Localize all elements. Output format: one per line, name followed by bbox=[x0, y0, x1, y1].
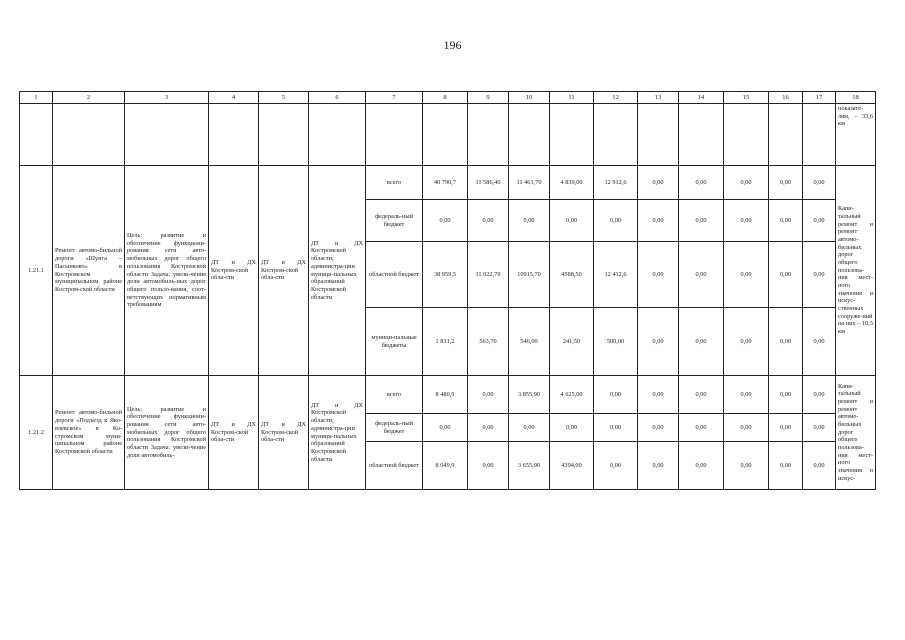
value-cell: 11 586,40 bbox=[468, 166, 509, 200]
value-cell: 0,00 bbox=[769, 376, 803, 414]
continuation-row bbox=[20, 104, 876, 166]
value-cell: 0,00 bbox=[679, 242, 724, 308]
column-number: 1 bbox=[20, 92, 53, 104]
value-cell: 0,00 bbox=[724, 376, 769, 414]
value-cell: 546,00 bbox=[509, 308, 550, 376]
value-cell: 0,00 bbox=[638, 166, 679, 200]
value-cell: 3 855,90 bbox=[509, 376, 550, 414]
value-cell: 0,00 bbox=[769, 414, 803, 442]
value-cell: 38 959,5 bbox=[423, 242, 468, 308]
column-number: 4 bbox=[209, 92, 259, 104]
value-cell: 12 912,6 bbox=[594, 166, 638, 200]
value-cell: 11 461,70 bbox=[509, 166, 550, 200]
value-cell: 4 839,00 bbox=[550, 166, 594, 200]
value-cell: 0,00 bbox=[638, 376, 679, 414]
goal-cell: Цель: развитие и обеспечение функциони-рования сети авто-мобильных дорог общего пользования Костромской области Задача: увели-чение доли автомобиль-ных дорог общего пользо-вания, соот-ветствующих нормативным требованиям bbox=[125, 166, 209, 376]
value-cell: 0,00 bbox=[594, 200, 638, 242]
value-cell: 0,00 bbox=[423, 414, 468, 442]
column-number-row bbox=[20, 92, 876, 104]
value-cell: 3 655,90 bbox=[509, 442, 550, 490]
funding-source: областной бюджет bbox=[366, 442, 423, 490]
value-cell: 241,50 bbox=[550, 308, 594, 376]
funding-source: муници-пальные бюджеты bbox=[366, 308, 423, 376]
item-number: 1.21.2 bbox=[20, 376, 53, 490]
value-cell: 0,00 bbox=[638, 200, 679, 242]
column-number: 8 bbox=[423, 92, 468, 104]
result-cell: Капи-тальный ремонт и ремонт автомо-бильных дорог общего пользова-ния мест-ного значения и искус- bbox=[836, 376, 876, 490]
value-cell: 12 412,6 bbox=[594, 242, 638, 308]
value-cell: 40 790,7 bbox=[423, 166, 468, 200]
value-cell: 0,00 bbox=[724, 166, 769, 200]
value-cell: 4588,50 bbox=[550, 242, 594, 308]
value-cell: 0,00 bbox=[509, 414, 550, 442]
value-cell: 8 480,9 bbox=[423, 376, 468, 414]
funding-source: федераль-ный бюджет bbox=[366, 414, 423, 442]
value-cell: 0,00 bbox=[769, 200, 803, 242]
value-cell: 1 831,2 bbox=[423, 308, 468, 376]
value-cell: 0,00 bbox=[594, 376, 638, 414]
executor-cell: ДТ и ДХ Костром-ской обла-сти bbox=[209, 166, 259, 376]
value-cell: 8 049,9 bbox=[423, 442, 468, 490]
column-number: 12 bbox=[594, 92, 638, 104]
funding-source: всего bbox=[366, 376, 423, 414]
value-cell: 563,70 bbox=[468, 308, 509, 376]
value-cell: 0,00 bbox=[550, 414, 594, 442]
value-cell: 0,00 bbox=[803, 308, 836, 376]
value-cell: 0,00 bbox=[803, 414, 836, 442]
table-row bbox=[20, 166, 876, 200]
value-cell: 0,00 bbox=[803, 376, 836, 414]
value-cell: 0,00 bbox=[803, 242, 836, 308]
value-cell: 0,00 bbox=[468, 376, 509, 414]
value-cell: 10915,70 bbox=[509, 242, 550, 308]
table-row bbox=[20, 376, 876, 414]
executor-cell: ДТ и ДХ Костром-ской обла-сти bbox=[259, 166, 309, 376]
executor-cell: ДТ и ДХ Костром-ской обла-сти bbox=[259, 376, 309, 490]
column-number: 18 bbox=[836, 92, 876, 104]
value-cell: 0,00 bbox=[550, 200, 594, 242]
column-number: 13 bbox=[638, 92, 679, 104]
value-cell: 0,00 bbox=[638, 242, 679, 308]
value-cell: 0,00 bbox=[638, 308, 679, 376]
funding-source: федераль-ный бюджет bbox=[366, 200, 423, 242]
value-cell: 0,00 bbox=[769, 442, 803, 490]
value-cell: 0,00 bbox=[468, 442, 509, 490]
value-cell: 4 625,00 bbox=[550, 376, 594, 414]
column-number: 14 bbox=[679, 92, 724, 104]
column-number: 2 bbox=[53, 92, 125, 104]
participants-cell: ДТ и ДХ Костромской области, администра-ции муници-пальных образований Костромской области bbox=[309, 166, 366, 376]
value-cell: 0,00 bbox=[724, 442, 769, 490]
column-number: 7 bbox=[366, 92, 423, 104]
value-cell: 11 022,70 bbox=[468, 242, 509, 308]
value-cell: 0,00 bbox=[803, 200, 836, 242]
value-cell: 0,00 bbox=[679, 376, 724, 414]
value-cell: 0,00 bbox=[594, 442, 638, 490]
item-name: Ремонт автомо-бильной дороги «Шунга – Пасынково» в Костромском муниципальном районе Костром-ской области bbox=[53, 166, 125, 376]
item-number: 1.21.1 bbox=[20, 166, 53, 376]
funding-source: всего bbox=[366, 166, 423, 200]
participants-cell: ДТ и ДХ Костромской области, администра-ции муници-пальных образований Костромской области bbox=[309, 376, 366, 490]
value-cell: 0,00 bbox=[509, 200, 550, 242]
page-number: 196 bbox=[443, 38, 462, 52]
value-cell: 0,00 bbox=[679, 200, 724, 242]
column-number: 15 bbox=[724, 92, 769, 104]
value-cell: 0,00 bbox=[724, 308, 769, 376]
value-cell: 0,00 bbox=[638, 442, 679, 490]
budget-table bbox=[19, 91, 876, 490]
column-number: 9 bbox=[468, 92, 509, 104]
value-cell: 0,00 bbox=[724, 242, 769, 308]
value-cell: 0,00 bbox=[679, 414, 724, 442]
value-cell: 0,00 bbox=[803, 442, 836, 490]
value-cell: 0,00 bbox=[468, 414, 509, 442]
funding-source: областной бюджет bbox=[366, 242, 423, 308]
value-cell: 0,00 bbox=[724, 414, 769, 442]
value-cell: 500,00 bbox=[594, 308, 638, 376]
column-number: 6 bbox=[309, 92, 366, 104]
value-cell: 0,00 bbox=[769, 308, 803, 376]
column-number: 10 bbox=[509, 92, 550, 104]
result-cell: Капи-тальный ремонт и ремонт автомо-бильных дорог общего пользова-ния мест-ного значения и искус-ственных сооруже-ний на них – 10,5 км bbox=[836, 166, 876, 376]
column-number: 16 bbox=[769, 92, 803, 104]
column-number: 11 bbox=[550, 92, 594, 104]
value-cell: 0,00 bbox=[769, 242, 803, 308]
column-number: 17 bbox=[803, 92, 836, 104]
value-cell: 0,00 bbox=[803, 166, 836, 200]
value-cell: 0,00 bbox=[468, 200, 509, 242]
value-cell: 0,00 bbox=[423, 200, 468, 242]
value-cell: 0,00 bbox=[679, 166, 724, 200]
value-cell: 0,00 bbox=[594, 414, 638, 442]
column-number: 5 bbox=[259, 92, 309, 104]
executor-cell: ДТ и ДХ Костром-ской обла-сти bbox=[209, 376, 259, 490]
value-cell: 0,00 bbox=[679, 442, 724, 490]
goal-cell: Цель: развитие и обеспечение функциони-рования сети авто-мобильных дорог общего пользования Костромской области Задача: увели-чение доли автомобиль- bbox=[125, 376, 209, 490]
value-cell: 0,00 bbox=[724, 200, 769, 242]
value-cell: 4394,00 bbox=[550, 442, 594, 490]
value-cell: 0,00 bbox=[679, 308, 724, 376]
value-cell: 0,00 bbox=[769, 166, 803, 200]
result-cell: показате-лям, – 33,6 км bbox=[836, 104, 876, 166]
column-number: 3 bbox=[125, 92, 209, 104]
item-name: Ремонт автомо-бильной дороги «Подъезд к Яко-влевское» в Ко-стромском муни-ципальном районе Костромской области bbox=[53, 376, 125, 490]
value-cell: 0,00 bbox=[638, 414, 679, 442]
